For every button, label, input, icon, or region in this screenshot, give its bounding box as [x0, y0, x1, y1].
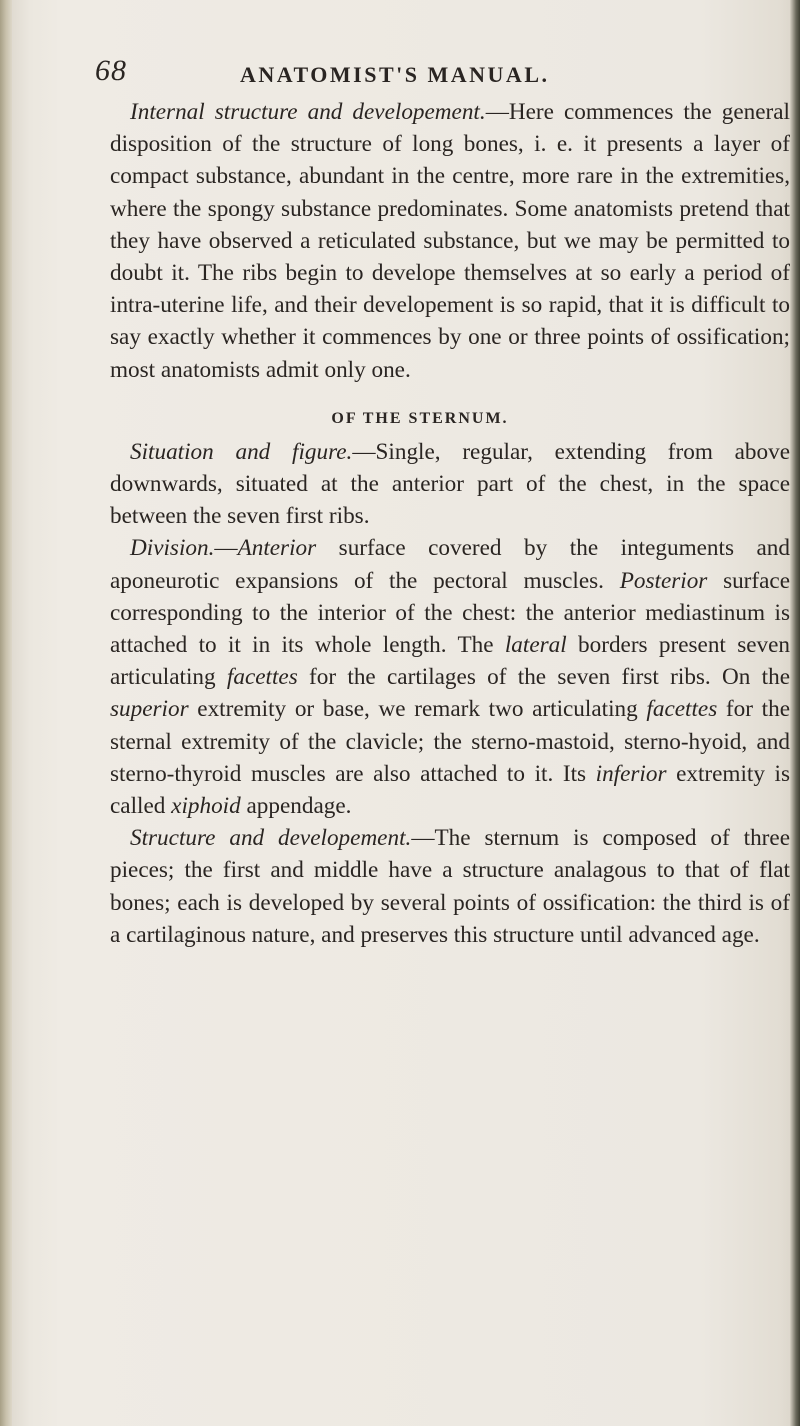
division-paragraph [110, 532, 790, 822]
situation-text: —Single, regular, extending from above downwards, situated at the anterior part of the chest, in the space between the seven first ribs. [110, 438, 790, 530]
division-text-7: for the sternal extremity of the clavicle; the sterno-mastoid, sterno-hyoid, and sterno-thyroid muscles are also attached to it. Its [110, 696, 790, 787]
division-lead: Division. [130, 535, 215, 562]
structure-lead: Structure and developement. [130, 825, 412, 852]
intro-lead: Internal structure and developement. [130, 99, 486, 125]
division-text-8: extremity is called [110, 760, 790, 820]
running-header [0, 54, 800, 94]
running-title: ANATOMIST'S MANUAL. [240, 62, 550, 87]
body-text [110, 96, 790, 951]
section-heading: OF THE STERNUM. [331, 409, 509, 427]
sternum-section [110, 436, 790, 951]
division-text-5: for the cartilages of the seven first ribs. On the [297, 664, 791, 691]
division-text-1: — [214, 535, 238, 562]
division-emph-xiphoid: xiphoid [171, 793, 241, 820]
division-emph-anterior: Anterior [237, 535, 317, 562]
structure-paragraph [110, 822, 790, 951]
division-text-6: extremity or base, we remark two articulating [188, 696, 647, 723]
page-binding-shadow [0, 0, 12, 1426]
division-text-4: borders present seven articulating [110, 632, 791, 691]
division-emph-facettes-2: facettes [646, 696, 718, 723]
division-emph-superior: superior [110, 696, 189, 723]
intro-text: Here commences the general disposition of the structure of long bones, i. e. it presents a layer of compact substance, abundant in the centre, more rare in the extremities, where the spongy substance predominates. Some anatomists pretend that they have observed a reticulated substance, but we may be permitted to doubt it. The ribs begin to develope themselves at so early a period of intra-uterine life, and their developement is so rapid, that it is difficult to say exactly whether it commences by one or three points of ossification; most anatomists admit only one. [110, 99, 790, 383]
division-text-3: surface corresponding to the interior of the chest: the anterior mediastinum is attached to it in its whole length. The [110, 567, 790, 659]
situation-paragraph [110, 436, 790, 533]
page-edge [790, 0, 800, 1426]
intro-dash: — [485, 99, 509, 125]
page-number: 68 [95, 54, 127, 87]
division-text-2: surface covered by the integuments and aponeurotic expansions of the pectoral muscles. [110, 535, 790, 594]
division-emph-lateral: lateral [504, 632, 567, 659]
division-emph-facettes-1: facettes [226, 664, 298, 691]
intro-paragraph [110, 96, 790, 386]
division-text-9: appendage. [240, 793, 352, 820]
structure-text: —The sternum is composed of three pieces; the first and middle have a structure analagous to that of flat bones; each is developed by several points of ossification: the third is of a cartilaginous nature, and preserves this structure until advanced age. [110, 825, 790, 948]
division-emph-inferior: inferior [595, 760, 667, 787]
situation-lead: Situation and figure. [130, 438, 353, 465]
division-emph-posterior: Posterior [619, 567, 708, 594]
